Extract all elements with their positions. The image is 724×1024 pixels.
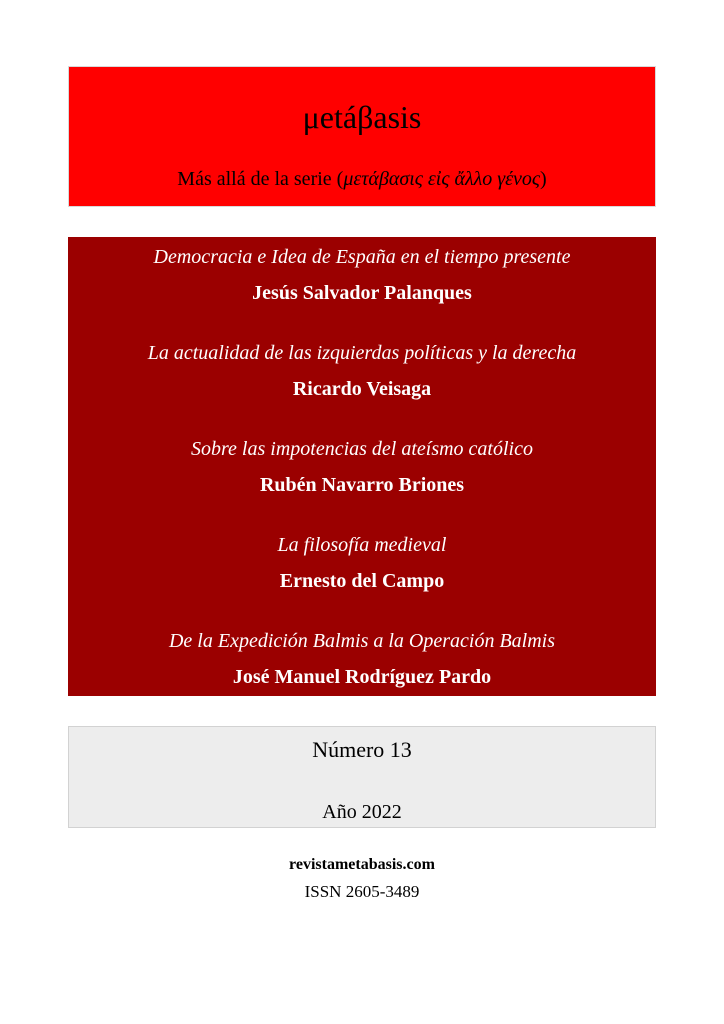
journal-website: revistametabasis.com [289, 856, 435, 873]
journal-issn: ISSN 2605-3489 [304, 882, 420, 901]
journal-subtitle-suffix: ) [540, 168, 547, 190]
journal-subtitle-prefix: Más allá de la serie ( [177, 168, 344, 190]
article-entry [68, 431, 656, 503]
article-entry [68, 239, 656, 311]
article-author: José Manuel Rodríguez Pardo [232, 666, 492, 688]
article-author: Rubén Navarro Briones [259, 474, 465, 496]
article-entry [68, 527, 656, 599]
journal-title: μetáβasis [302, 99, 422, 135]
article-author: Jesús Salvador Palanques [252, 282, 472, 304]
article-author: Ricardo Veisaga [292, 378, 432, 400]
article-entry [68, 335, 656, 407]
table-of-contents-box [68, 237, 656, 696]
journal-subtitle [69, 166, 655, 192]
article-title: De la Expedición Balmis a la Operación Balmis [168, 630, 556, 652]
issue-number: Número 13 [312, 737, 412, 762]
article-author: Ernesto del Campo [279, 570, 445, 592]
issue-info-box [68, 726, 656, 828]
article-entry [68, 623, 656, 695]
article-title: Sobre las impotencias del ateísmo católico [191, 438, 533, 460]
journal-subtitle-greek: μετάβασις εἰς ἄλλο γένος [343, 168, 541, 190]
article-title: La actualidad de las izquierdas políticas y la derecha [147, 342, 577, 364]
article-title: Democracia e Idea de España en el tiempo presente [153, 246, 571, 268]
issue-year: Año 2022 [322, 801, 402, 823]
journal-title-banner [68, 66, 656, 207]
article-title: La filosofía medieval [277, 534, 447, 556]
cover-footer [0, 854, 724, 904]
